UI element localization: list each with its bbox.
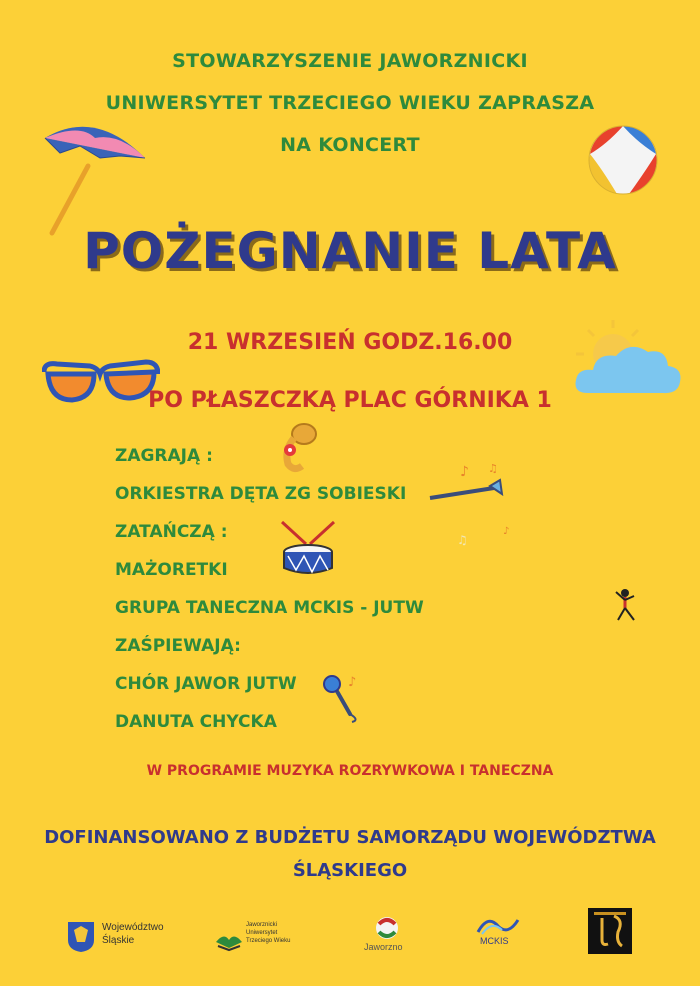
header-line-1: STOWARZYSZENIE JAWORZNICKI	[172, 50, 528, 72]
mckis-wave-icon	[476, 914, 520, 936]
microphone-icon	[320, 672, 366, 724]
jaworzno-label: Jaworzno	[364, 942, 403, 952]
drum-icon	[276, 518, 340, 578]
event-date-time: 21 WRZESIEŃ GODZ.16.00	[187, 330, 513, 355]
performer-majorettes: MAŻORETKI	[115, 560, 228, 580]
svg-text:♪: ♪	[460, 464, 469, 480]
event-location: PO PŁASZCZKĄ PLAC GÓRNIKA 1	[148, 388, 552, 413]
utw-label-2: Uniwersytet	[246, 930, 278, 936]
music-notes-icon	[455, 520, 515, 550]
performer-orchestra: ORKIESTRA DĘTA ZG SOBIESKI	[115, 484, 407, 504]
event-title: POŻEGNANIE LATA	[83, 222, 617, 280]
slaskie-logo	[66, 920, 176, 954]
svg-text:♪: ♪	[503, 526, 510, 537]
beach-umbrella-icon	[40, 118, 150, 238]
mckis-label: MCKIS	[480, 936, 509, 946]
utw-label-1: Jaworznicki	[246, 922, 278, 928]
program-note: W PROGRAMIE MUZYKA ROZRYWKOWA I TANECZNA	[146, 763, 554, 779]
orchestra-logo	[588, 908, 632, 954]
header-line-3: NA KONCERT	[280, 134, 420, 156]
flute-icon	[428, 462, 512, 508]
tuba-icon	[276, 422, 318, 474]
beach-ball-icon	[587, 124, 659, 196]
utw-logo	[214, 922, 324, 956]
jaworzno-swirl-icon	[375, 916, 399, 940]
eagle-crest-icon	[66, 920, 96, 952]
book-wings-icon	[214, 928, 244, 952]
slaskie-label-2: Śląskie	[102, 935, 135, 946]
performer-singer: DANUTA CHYCKA	[115, 712, 277, 732]
funding-line-2: ŚLĄSKIEGO	[292, 860, 408, 881]
section-dance: ZATAŃCZĄ :	[115, 522, 228, 542]
header-line-2: UNIWERSYTET TRZECIEGO WIEKU ZAPRASZA	[105, 92, 595, 114]
section-sing: ZAŚPIEWAJĄ:	[115, 636, 241, 656]
performer-choir: CHÓR JAWOR JUTW	[115, 674, 297, 694]
mckis-logo	[474, 914, 522, 954]
section-play: ZAGRAJĄ :	[115, 446, 213, 466]
svg-text:♫: ♫	[457, 533, 468, 547]
dancer-icon	[612, 588, 638, 622]
slaskie-label-1: Województwo	[102, 922, 164, 933]
performer-dance-group: GRUPA TANECZNA MCKIS - JUTW	[115, 598, 424, 618]
svg-text:♪: ♪	[348, 675, 357, 690]
jaworzno-logo	[362, 916, 412, 956]
funding-line-1: DOFINANSOWANO Z BUDŻETU SAMORZĄDU WOJEWÓDZTWA	[44, 827, 656, 848]
utw-label-3: Trzeciego Wieku	[246, 938, 291, 944]
svg-text:♫: ♫	[488, 462, 498, 475]
